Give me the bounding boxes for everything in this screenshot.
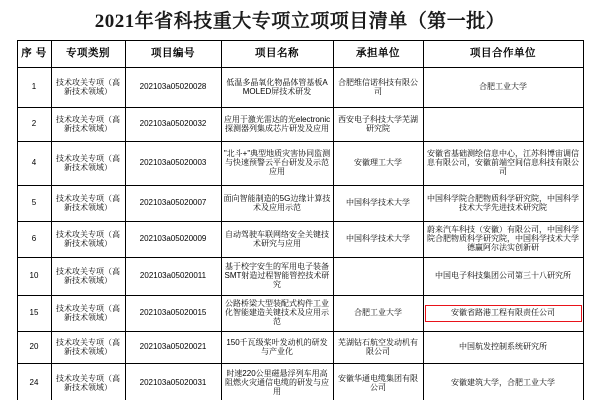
column-header-coop: 项目合作单位 — [423, 41, 583, 68]
table-header-row — [17, 41, 583, 68]
column-header-name: 项目名称 — [221, 41, 333, 68]
cell-no: 24 — [17, 364, 51, 400]
cell-name: 150千瓦级桨叶发动机的研发与产业化 — [221, 332, 333, 364]
table-row — [17, 142, 583, 186]
cell-category: 技术攻关专项（高新技术领域） — [51, 296, 125, 332]
highlight-box: 安徽省路港工程有限责任公司 — [425, 305, 582, 322]
page-title: 2021年省科技重大专项立项项目清单（第一批） — [94, 11, 506, 32]
cell-name: 低温多晶氧化物晶体管基板AMOLED屏技术研发 — [221, 68, 333, 108]
cell-unit — [333, 258, 423, 296]
column-header-code: 项目编号 — [125, 41, 221, 68]
cell-name: 自动驾驶车联网络安全关键技术研究与应用 — [221, 222, 333, 258]
cell-coop-highlighted — [423, 296, 583, 332]
cell-category: 技术攻关专项（高新技术领域） — [51, 108, 125, 142]
cell-no: 20 — [17, 332, 51, 364]
cell-coop: 蔚来汽车科技（安徽）有限公司，中国科学院合肥物质科学研究院，中国科学技术大学德赢阿尔法实创新研 — [423, 222, 583, 258]
table-row — [17, 332, 583, 364]
cell-coop: 中国科学院合肥物质科学研究院，中国科学技术大学先进技术研究院 — [423, 186, 583, 222]
cell-code: 202103a05020007 — [125, 186, 221, 222]
cell-no: 2 — [17, 108, 51, 142]
cell-category: 技术攻关专项（高新技术领域） — [51, 186, 125, 222]
cell-category: 技术攻关专项（高新技术领域） — [51, 142, 125, 186]
cell-coop: 中国航发控制系统研究所 — [423, 332, 583, 364]
cell-category: 技术攻关专项（高新技术领域） — [51, 364, 125, 400]
cell-coop — [423, 108, 583, 142]
cell-code: 202103a05020011 — [125, 258, 221, 296]
cell-no: 10 — [17, 258, 51, 296]
cell-code: 202103a05020031 — [125, 364, 221, 400]
cell-code: 202103a05020015 — [125, 296, 221, 332]
cell-no: 6 — [17, 222, 51, 258]
cell-name: 面向智能制造的5G边缘计算技术及应用示范 — [221, 186, 333, 222]
column-header-no: 序 号 — [17, 41, 51, 68]
cell-no: 1 — [17, 68, 51, 108]
cell-name: 基于校字安生的军用电子装备SMT射造过程智能管控技术研究 — [221, 258, 333, 296]
cell-name: 公路桥梁大型装配式构件工业化智能建造关键技术及应用示范 — [221, 296, 333, 332]
cell-unit: 中国科学技术大学 — [333, 186, 423, 222]
cell-no: 4 — [17, 142, 51, 186]
table-row — [17, 222, 583, 258]
cell-unit: 安徽华通电缆集团有限公司 — [333, 364, 423, 400]
cell-category: 技术攻关专项（高新技术领域） — [51, 258, 125, 296]
cell-unit: 安徽理工大学 — [333, 142, 423, 186]
cell-category: 技术攻关专项（高新技术领域） — [51, 332, 125, 364]
cell-name: 应用于激光雷达的光electronic探测器列集成芯片研发及应用 — [221, 108, 333, 142]
cell-category: 技术攻关专项（高新技术领域） — [51, 68, 125, 108]
cell-no: 15 — [17, 296, 51, 332]
cell-name: 时速220公里磁悬浮列车用高阻燃火灾通信电缆的研发与应用 — [221, 364, 333, 400]
project-list-table — [17, 40, 584, 400]
cell-code: 202103a05020032 — [125, 108, 221, 142]
cell-coop: 中国电子科技集团公司第三十八研究所 — [423, 258, 583, 296]
cell-no: 5 — [17, 186, 51, 222]
cell-code: 202103a05020003 — [125, 142, 221, 186]
column-header-category: 专项类别 — [51, 41, 125, 68]
column-header-unit: 承担单位 — [333, 41, 423, 68]
table-row — [17, 108, 583, 142]
cell-code: 202103a05020021 — [125, 332, 221, 364]
cell-coop: 合肥工业大学 — [423, 68, 583, 108]
cell-code: 202103a05020028 — [125, 68, 221, 108]
cell-unit: 中国科学技术大学 — [333, 222, 423, 258]
table-row — [17, 364, 583, 400]
table-row-highlighted — [17, 296, 583, 332]
table-row — [17, 68, 583, 108]
cell-code: 202103a05020009 — [125, 222, 221, 258]
cell-coop: 安徽建筑大学，合肥工业大学 — [423, 364, 583, 400]
cell-category: 技术攻关专项（高新技术领域） — [51, 222, 125, 258]
cell-unit: 合肥维信诺科技有限公司 — [333, 68, 423, 108]
cell-name: "北斗+"典型地质灾害协同监测与快速预警云平台研发及示范应用 — [221, 142, 333, 186]
table-row — [17, 186, 583, 222]
cell-unit: 芜湖钻石航空发动机有限公司 — [333, 332, 423, 364]
cell-unit: 西安电子科技大学芜湖研究院 — [333, 108, 423, 142]
cell-coop: 安徽省基础测绘信息中心，江苏科博宙调信息有限公司，安徽前端空间信息科技有限公司 — [423, 142, 583, 186]
table-row — [17, 258, 583, 296]
cell-unit: 合肥工业大学 — [333, 296, 423, 332]
